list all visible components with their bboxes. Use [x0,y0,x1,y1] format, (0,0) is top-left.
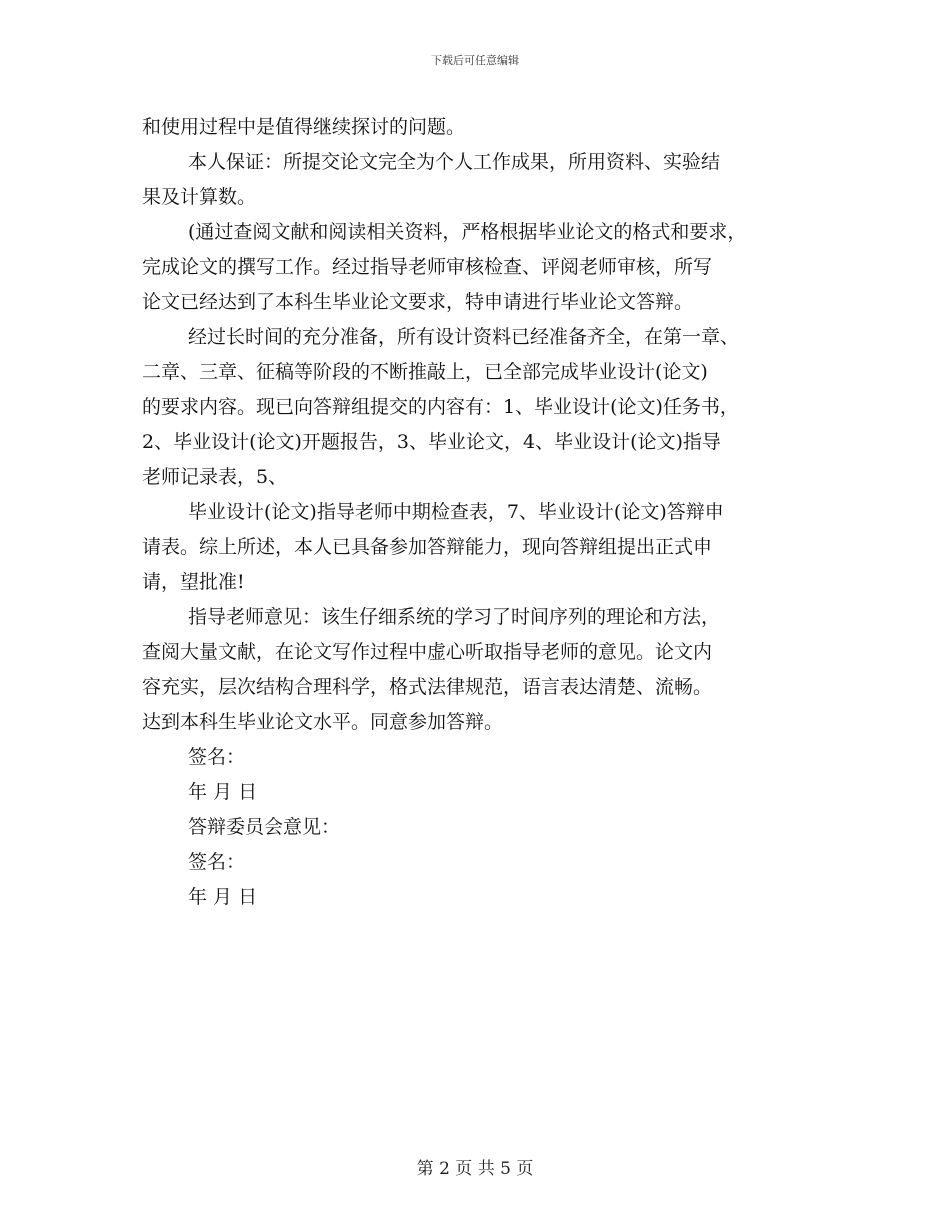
text-line: 指导老师意见：该生仔细系统的学习了时间序列的理论和方法， [188,606,721,628]
date-label: 年 月 日 [188,781,258,803]
page-header: 下载后可任意编辑 [431,54,519,67]
text-line: 论文已经达到了本科生毕业论文要求，特申请进行毕业论文答辩。 [142,291,694,313]
text-line: 请，望批准! [142,571,245,593]
signature-label: 签名： [188,851,246,873]
page-number: 第 2 页 共 5 页 [416,1159,534,1179]
date-label: 年 月 日 [188,886,258,908]
text-line: 2、毕业设计(论文)开题报告，3、毕业论文，4、毕业设计(论文)指导 [142,431,721,453]
text-line: 完成论文的撰写工作。经过指导老师审核检查、评阅老师审核，所写 [142,256,713,278]
text-line: 请表。综上所述，本人已具备参加答辩能力，现向答辩组提出正式申 [142,536,713,558]
text-line: (通过查阅文献和阅读相关资料，严格根据毕业论文的格式和要求， [188,221,747,243]
text-line: 毕业设计(论文)指导老师中期检查表，7、毕业设计(论文)答辩申 [188,501,724,523]
text-line: 和使用过程中是值得继续探讨的问题。 [142,116,466,138]
document-body [142,110,822,915]
text-line: 达到本科生毕业论文水平。同意参加答辩。 [142,711,504,733]
text-line: 老师记录表，5、 [142,466,288,488]
text-line: 容充实，层次结构合理科学，格式法律规范，语言表达清楚、流畅。 [142,676,713,698]
committee-opinion-label: 答辩委员会意见： [188,816,341,838]
text-line: 查阅大量文献，在论文写作过程中虚心听取指导老师的意见。论文内 [142,641,713,663]
text-line: 的要求内容。现已向答辩组提交的内容有：1、毕业设计(论文)任务书， [142,396,739,418]
text-line: 二章、三章、征稿等阶段的不断推敲上，已全部完成毕业设计(论文) [142,361,708,383]
signature-label: 签名： [188,746,246,768]
text-line: 经过长时间的充分准备，所有设计资料已经准备齐全，在第一章、 [188,326,740,348]
text-line: 本人保证：所提交论文完全为个人工作成果，所用资料、实验结 [188,151,721,173]
text-line: 果及计算数。 [142,186,257,208]
